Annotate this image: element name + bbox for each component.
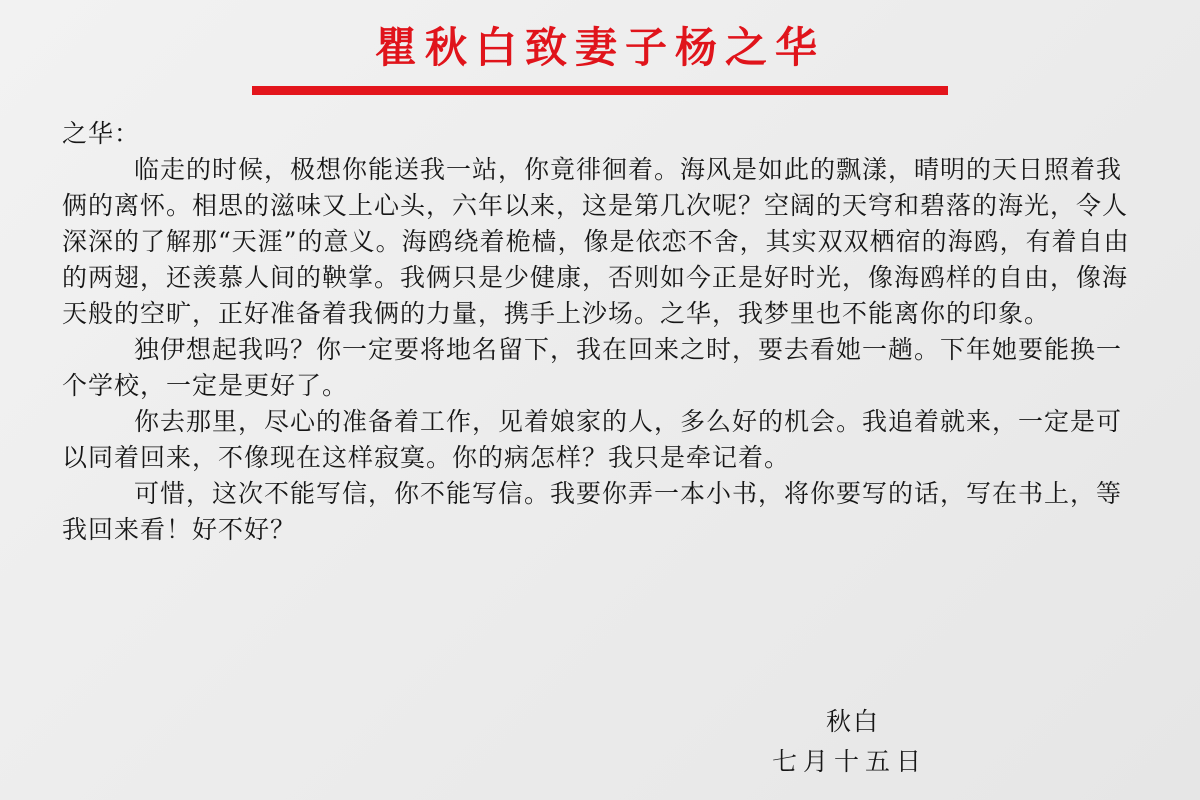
signature-name: 秋白 <box>826 707 881 736</box>
letter-paragraph-2: 独伊想起我吗？你一定要将地名留下，我在回来之时，要去看她一趟。下年她要能换一个学校，一定是更好了。 <box>62 335 1123 400</box>
letter-paragraph-1: 临走的时候，极想你能送我一站，你竟徘徊着。海风是如此的飘漾，晴明的天日照着我俩的离怀。相思的滋味又上心头，六年以来，这是第几次呢？空阔的天穹和碧落的海光，令人深深的了解那“天涯”的意义。海鸥绕着桅樯，像是依恋不舍，其实双双栖宿的海鸥，有着自由的两翅，还羡慕人间的鞅掌。我俩只是少健康，否则如今正是好时光，像海鸥样的自由，像海天般的空旷，正好准备着我俩的力量，携手上沙场。之华，我梦里也不能离你的印象。 <box>62 155 1130 328</box>
letter-signature <box>760 702 940 782</box>
letter-paragraph-4: 可惜，这次不能写信，你不能写信。我要你弄一本小书，将你要写的话，写在书上，等我回来看！好不好？ <box>62 479 1123 544</box>
letter-title: 瞿秋白致妻子杨之华 <box>374 23 825 72</box>
signature-date: 七月十五日 <box>772 747 928 776</box>
title-underline <box>252 86 948 95</box>
letter-body <box>62 116 1144 548</box>
letter-salutation: 之华： <box>62 119 141 148</box>
letter-paragraph-3: 你去那里，尽心的准备着工作，见着娘家的人，多么好的机会。我追着就来，一定是可以同着回来，不像现在这样寂寞。你的病怎样？我只是牵记着。 <box>62 407 1123 472</box>
